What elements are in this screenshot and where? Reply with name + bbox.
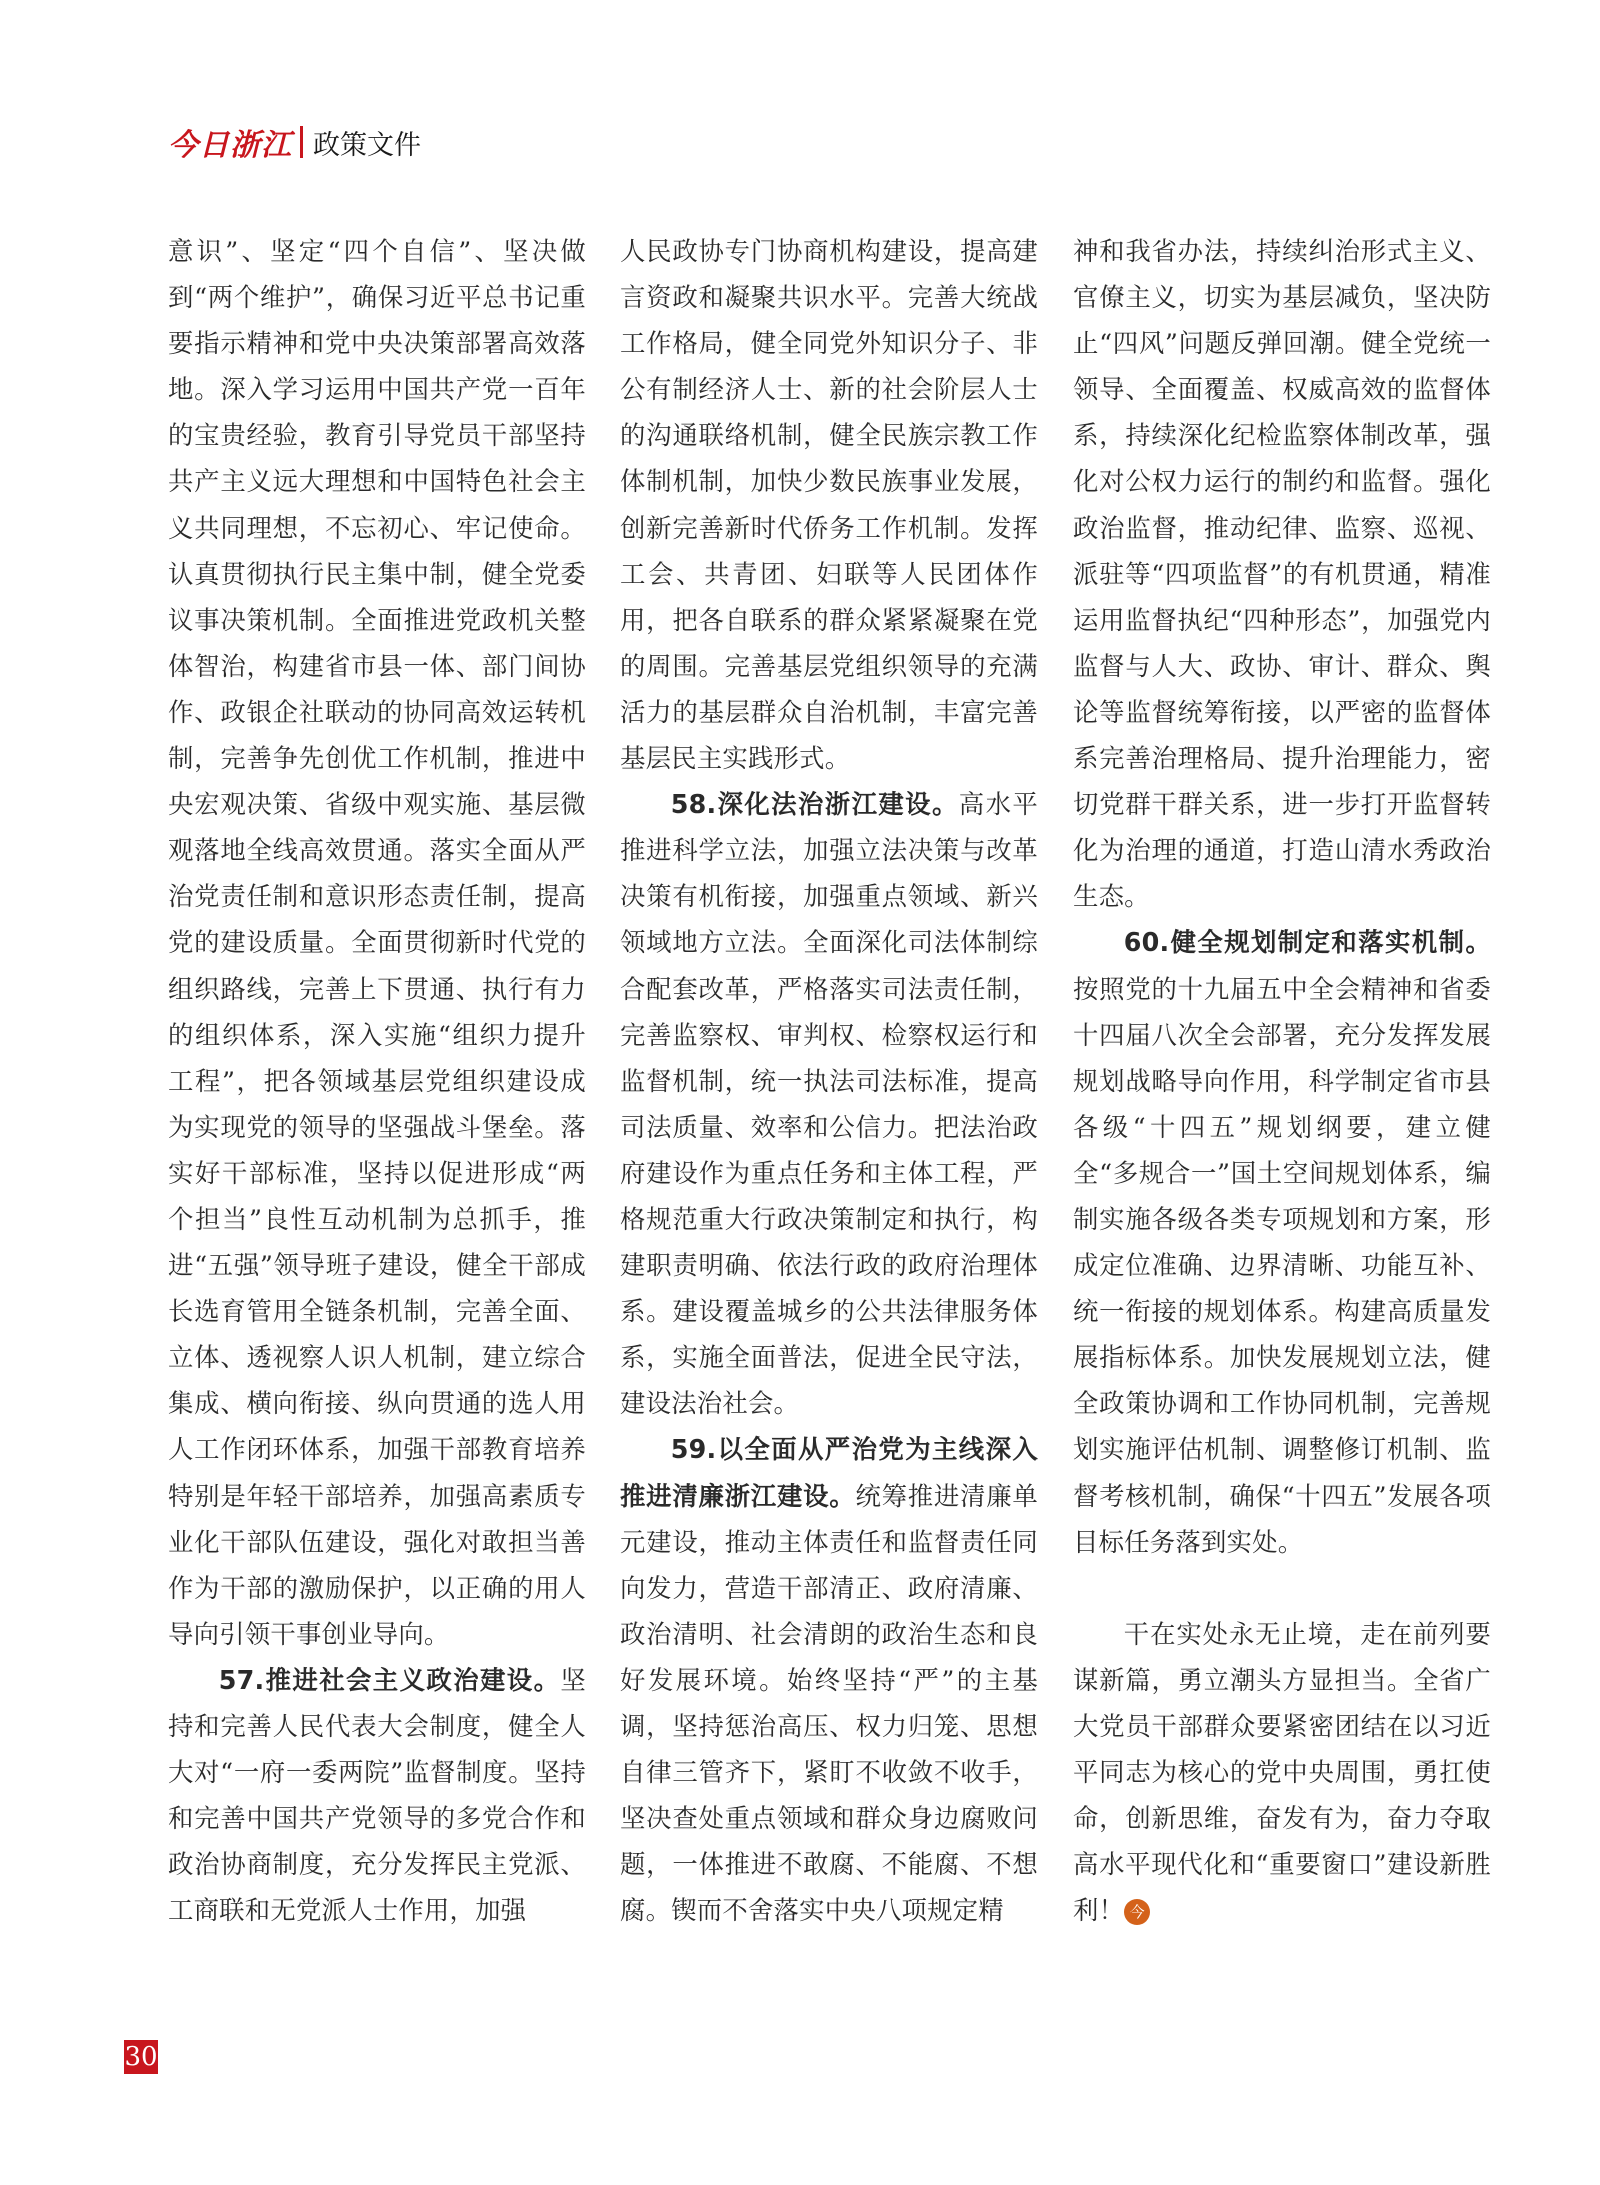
paragraph: 神和我省办法，持续纠治形式主义、官僚主义，切实为基层减负，坚决防止“四风”问题反弹回潮。健全党统一领导、全面覆盖、权威高效的监督体系，持续深化纪检监察体制改革，强化对公权力运行的制约和监督。强化政治监督，推动纪律、监察、巡视、派驻等“四项监督”的有机贯通，精准运用监督执纪“四种形态”，加强党内监督与人大、政协、审计、群众、舆论等监督统筹衔接，以严密的监督体系完善治理格局、提升治理能力，密切党群干群关系，进一步打开监督转化为治理的通道，打造山清水秀政治生态。 <box>1073 236 1491 912</box>
item-body-58: 高水平推进科学立法，加强立法决策与改革决策有机衔接，加强重点领域、新兴领域地方立法。全面深化司法体制综合配套改革，严格落实司法责任制，完善监察权、审判权、检察权运行和监督机制，统一执法司法标准，提高司法质量、效率和公信力。把法治政府建设作为重点任务和主体工程，严格规范重大行政决策制定和执行，构建职责明确、依法行政的政府治理体系。建设覆盖城乡的公共法律服务体系，实施全面普法，促进全民守法，建设法治社会。 <box>620 789 1038 1419</box>
item-heading-60: 60.健全规划制定和落实机制。 <box>1123 927 1491 958</box>
paragraph-59 <box>620 1426 1038 1933</box>
paragraph-57 <box>168 1657 586 1934</box>
item-body-59: 统筹推进清廉单元建设，推动主体责任和监督责任同向发力，营造干部清正、政府清廉、政治清明、社会清朗的政治生态和良好发展环境。始终坚持“严”的主基调，坚持惩治高压、权力归笼、思想自律三管齐下，紧盯不收敛不收手，坚决查处重点领域和群众身边腐败问题，一体推进不敢腐、不能腐、不想腐。锲而不舍落实中央八项规定精 <box>620 1480 1038 1926</box>
page-number: 30 <box>124 2042 158 2072</box>
paragraph: 意识”、坚定“四个自信”、坚决做到“两个维护”，确保习近平总书记重要指示精神和党中央决策部署高效落地。深入学习运用中国共产党一百年的宝贵经验，教育引导党员干部坚持共产主义远大理想和中国特色社会主义共同理想，不忘初心、牢记使命。认真贯彻执行民主集中制，健全党委议事决策机制。全面推进党政机关整体智治，构建省市县一体、部门间协作、政银企社联动的协同高效运转机制，完善争先创优工作机制，推进中央宏观决策、省级中观实施、基层微观落地全线高效贯通。落实全面从严治党责任制和意识形态责任制，提高党的建设质量。全面贯彻新时代党的组织路线，完善上下贯通、执行有力的组织体系，深入实施“组织力提升工程”，把各领域基层党组织建设成为实现党的领导的坚强战斗堡垒。落实好干部标准，坚持以促进形成“两个担当”良性互动机制为总抓手，推进“五强”领导班子建设，健全干部成长选育管用全链条机制，完善全面、立体、透视察人识人机制，建立综合集成、横向衔接、纵向贯通的选人用人工作闭环体系，加强干部教育培养特别是年轻干部培养，加强高素质专业化干部队伍建设，强化对敢担当善作为干部的激励保护，以正确的用人导向引领干事创业导向。 <box>168 236 586 1649</box>
magazine-logo: 今日浙江 <box>168 128 292 163</box>
item-heading-58: 58.深化法治浙江建设。 <box>670 789 959 820</box>
end-mark-icon: 今 <box>1124 1899 1150 1925</box>
column-1 <box>168 228 586 1933</box>
page-header <box>168 120 421 164</box>
header-divider <box>300 126 303 158</box>
paragraph: 人民政协专门协商机构建设，提高建言资政和凝聚共识水平。完善大统战工作格局，健全同党外知识分子、非公有制经济人士、新的社会阶层人士的沟通联络机制，健全民族宗教工作体制机制，加快少数民族事业发展，创新完善新时代侨务工作机制。发挥工会、共青团、妇联等人民团体作用，把各自联系的群众紧紧凝聚在党的周围。完善基层党组织领导的充满活力的基层群众自治机制，丰富完善基层民主实践形式。 <box>620 236 1038 774</box>
closing-paragraph <box>1073 1611 1491 1934</box>
item-heading-59: 59.以全面从严治党为主线深入推进清廉浙江建设。 <box>620 1434 1038 1511</box>
closing-text: 干在实处永无止境，走在前列要谋新篇，勇立潮头方显担当。全省广大党员干部群众要紧密团结在以习近平同志为核心的党中央周围，勇扛使命，创新思维，奋发有为，奋力夺取高水平现代化和“重要窗口”建设新胜利！ <box>1073 1618 1491 1926</box>
column-2 <box>620 228 1038 1933</box>
column-3 <box>1073 228 1491 1933</box>
section-title: 政策文件 <box>313 129 421 161</box>
paragraph-58 <box>620 781 1038 1426</box>
item-heading-57: 57.推进社会主义政治建设。 <box>218 1664 561 1695</box>
paragraph-60 <box>1073 919 1491 1564</box>
item-body-57: 坚持和完善人民代表大会制度，健全人大对“一府一委两院”监督制度。坚持和完善中国共产党领导的多党合作和政治协商制度，充分发挥民主党派、工商联和无党派人士作用，加强 <box>168 1664 586 1926</box>
item-body-60: 按照党的十九届五中全会精神和省委十四届八次全会部署，充分发挥发展规划战略导向作用，科学制定省市县各级“十四五”规划纲要，建立健全“多规合一”国土空间规划体系，编制实施各级各类专项规划和方案，形成定位准确、边界清晰、功能互补、统一衔接的规划体系。构建高质量发展指标体系。加快发展规划立法，健全政策协调和工作协同机制，完善规划实施评估机制、调整修订机制、监督考核机制，确保“十四五”发展各项目标任务落到实处。 <box>1073 973 1491 1557</box>
